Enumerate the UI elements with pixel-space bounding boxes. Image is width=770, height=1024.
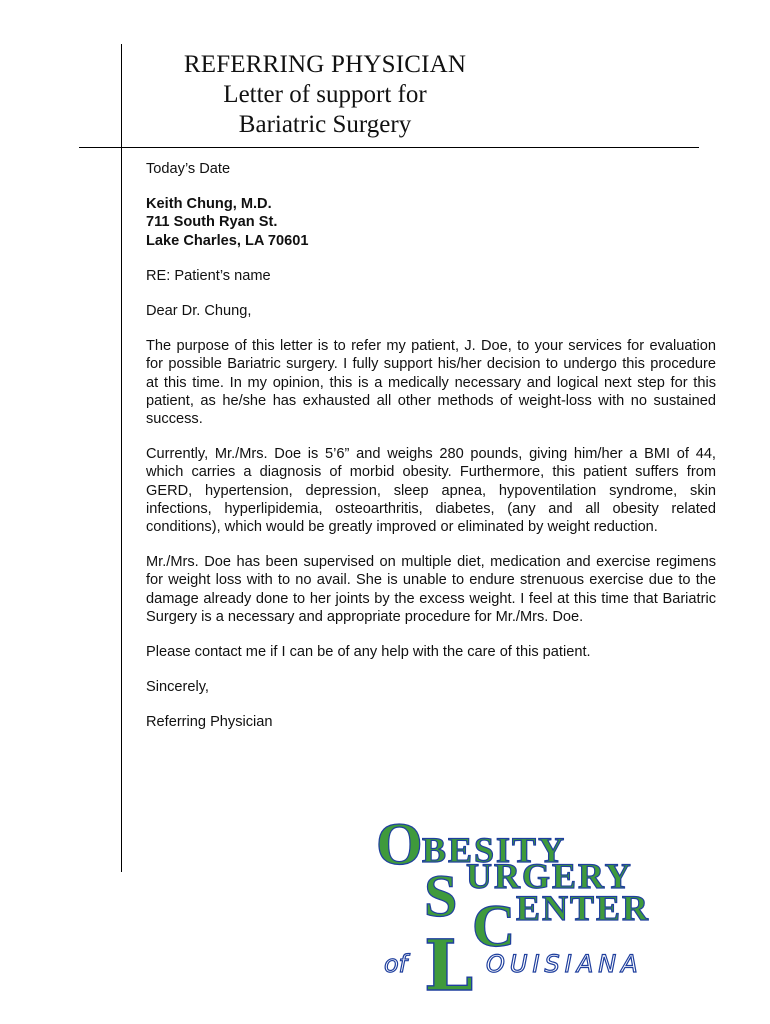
recipient-address bbox=[146, 195, 716, 250]
logo-letter-s: S bbox=[424, 863, 458, 929]
salutation: Dear Dr. Chung, bbox=[146, 303, 252, 320]
logo-word-ouisiana: OUISIANA bbox=[486, 950, 643, 978]
logo-word-of: of bbox=[384, 950, 408, 978]
logo-letter-l: L bbox=[424, 924, 474, 994]
paragraph-diagnosis: Currently, Mr./Mrs. Doe is 5’6” and weighs 280 pounds, giving him/her a BMI of 44, which carries a diagnosis of morbid obesity. Furthermore, this patient suffers from GERD, hypertension, depression, sleep apnea, hypoventilation syndrome, skin infections, hyperlipidemia, osteoarthritis, diabetes, (any and all obesity related conditions), which would be greatly improved or eliminated by weight reduction. bbox=[146, 446, 716, 536]
logo-letter-c: C bbox=[472, 893, 516, 959]
recipient-street: 711 South Ryan St. bbox=[146, 214, 278, 231]
horizontal-rule bbox=[79, 147, 699, 148]
recipient-name: Keith Chung, M.D. bbox=[146, 196, 272, 213]
paragraph-history: Mr./Mrs. Doe has been supervised on multiple diet, medication and exercise regimens for weight loss with to no avail. She is unable to endure strenuous exercise due to the damage already done to her joints by the excess weight. I feel at this time that Bariatric Surgery is a necessary and appropriate procedure for Mr./Mrs. Doe. bbox=[146, 554, 716, 625]
closing: Sincerely, bbox=[146, 679, 209, 696]
vertical-rule bbox=[121, 44, 122, 872]
obesity-surgery-center-logo bbox=[370, 812, 750, 994]
signature: Referring Physician bbox=[146, 714, 273, 731]
logo-word-enter: ENTER bbox=[516, 888, 651, 928]
recipient-city: Lake Charles, LA 70601 bbox=[146, 232, 309, 249]
letterhead-subtitle-2: Bariatric Surgery bbox=[238, 111, 412, 138]
letter-body bbox=[146, 160, 716, 749]
letterhead-subtitle-1: Letter of support for bbox=[223, 81, 427, 108]
re-line: RE: Patient’s name bbox=[146, 267, 271, 284]
paragraph-referral: The purpose of this letter is to refer my patient, J. Doe, to your services for evaluation for possible Bariatric surgery. I fully support his/her decision to undergo this procedure at this time. In my opinion, this is a medically necessary and logical next step for this patient, as he/she has exhausted all other methods of weight-loss with no sustained success. bbox=[146, 338, 716, 428]
letter-date: Today’s Date bbox=[146, 161, 231, 177]
letterhead bbox=[150, 50, 500, 140]
logo-word-urgery: URGERY bbox=[466, 856, 633, 896]
logo-word-besity: BESITY bbox=[422, 830, 567, 870]
letterhead-title: REFERRING PHYSICIAN bbox=[183, 51, 467, 78]
logo-letter-o: O bbox=[376, 812, 423, 877]
paragraph-contact: Please contact me if I can be of any help with the care of this patient. bbox=[146, 644, 591, 661]
